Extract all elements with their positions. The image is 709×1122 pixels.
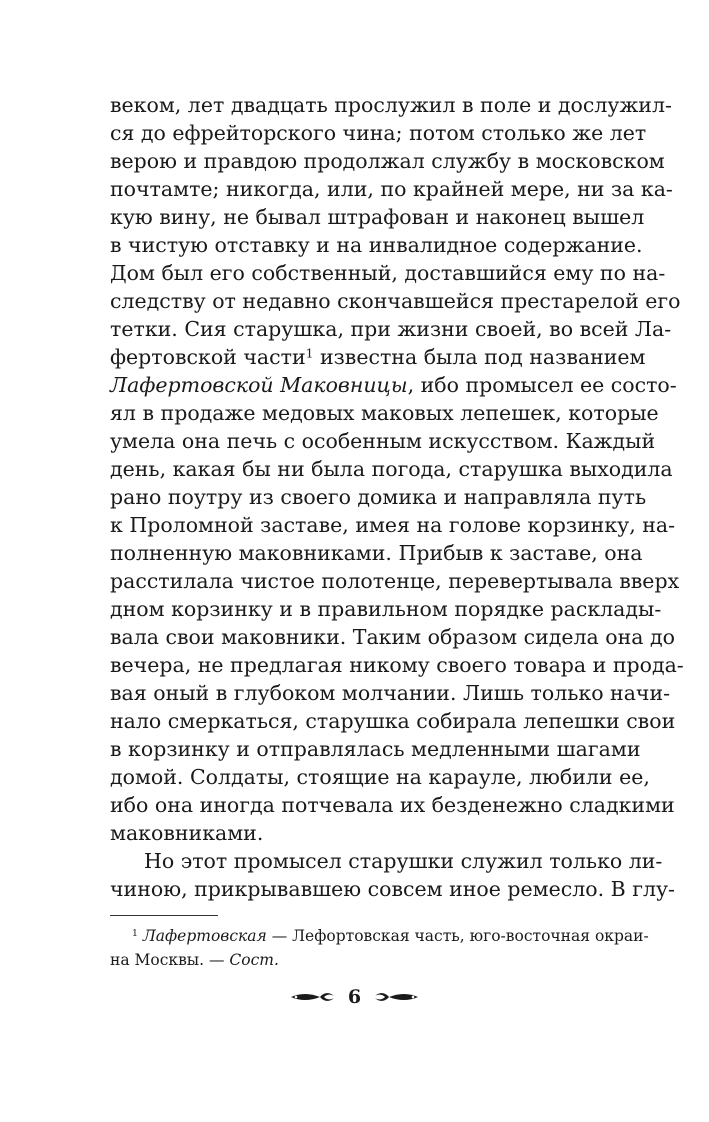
text-line (110, 176, 673, 202)
left-ornament-icon (290, 990, 336, 1004)
text-line (110, 316, 672, 342)
italic-text: Лафертовской Маковницы (110, 373, 408, 397)
text-run: кую вину, не бывал штрафован и наконец вышел (110, 205, 645, 229)
text-line (110, 792, 675, 818)
text-line (110, 400, 659, 426)
text-line (110, 204, 645, 230)
text-run: маковниками. (110, 821, 264, 845)
text-line (110, 876, 675, 902)
text-line (110, 624, 675, 650)
footnote-marker[interactable]: 1 (305, 346, 314, 361)
text-line (110, 428, 656, 454)
footnote-line (132, 924, 649, 948)
text-line (110, 120, 647, 146)
text-run: Дом был его собственный, доставшийся ему по на- (110, 261, 666, 285)
text-run: известна была под названием (313, 345, 646, 369)
text-run: ибо она иногда потчевала их безденежно сладкими (110, 793, 675, 817)
text-run: Но этот промысел старушки служил только ли- (144, 849, 663, 873)
text-run: в чистую отставку и на инвалидное содержание. (110, 233, 643, 257)
text-line (110, 540, 643, 566)
footnote-marker[interactable]: 1 (132, 927, 138, 939)
text-line (110, 820, 629, 846)
text-run: вая оный в глубоком молчании. Лишь только начи- (110, 681, 671, 705)
text-line (110, 568, 680, 594)
italic-text: Лафертовская (142, 927, 267, 945)
text-line (110, 680, 671, 706)
footnote-line (110, 948, 629, 972)
text-run: домой. Солдаты, стоящие на карауле, любили ее, (110, 765, 650, 789)
text-line (110, 596, 662, 622)
text-run: умела она печь с особенным искусством. Каждый (110, 429, 656, 453)
text-line (110, 764, 650, 790)
text-line (110, 232, 643, 258)
text-run: в корзинку и отправлялась медленными шагами (110, 737, 641, 761)
text-line (110, 736, 641, 762)
text-run: нало смеркаться, старушка собирала лепешки свои (110, 709, 676, 733)
text-line (144, 848, 663, 874)
text-line (110, 484, 647, 510)
text-run: к Проломной заставе, имея на голове корзинку, на- (110, 513, 676, 537)
text-run: дном корзинку и в правильном порядке расклады- (110, 597, 662, 621)
text-run: полненную маковниками. Прибыв к заставе, она (110, 541, 643, 565)
text-run: фертовской части (110, 345, 306, 369)
right-ornament-icon (373, 990, 419, 1004)
text-line (110, 92, 672, 118)
text-line (110, 708, 676, 734)
text-run: ся до ефрейторского чина; потом столько же лет (110, 121, 647, 145)
text-run: день, какая бы ни была погода, старушка выходила (110, 457, 673, 481)
text-run: вечера, не предлагая никому своего товара и прода- (110, 653, 684, 677)
folio (0, 985, 709, 1009)
text-line (110, 652, 684, 678)
text-line (110, 456, 673, 482)
text-run: на Москвы. — (110, 951, 230, 969)
text-line (110, 288, 681, 314)
text-line (110, 512, 676, 538)
text-run: расстилала чистое полотенце, перевертывала вверх (110, 569, 680, 593)
page-number: 6 (347, 986, 362, 1008)
text-run: вала свои маковники. Таким образом сидела она до (110, 625, 675, 649)
text-run: тетки. Сия старушка, при жизни своей, во всей Ла- (110, 317, 672, 341)
text-run: ял в продаже медовых маковых лепешек, которые (110, 401, 659, 425)
text-line (110, 260, 666, 286)
text-line (110, 344, 646, 370)
text-run: , ибо промысел ее состо- (407, 373, 677, 397)
text-run: следству от недавно скончавшейся престарелой его (110, 289, 681, 313)
text-run: чиною, прикрывавшею совсем иное ремесло. В глу- (110, 877, 675, 901)
text-run: верою и правдою продолжал службу в московском (110, 149, 665, 173)
text-run: почтамте; никогда, или, по крайней мере, ни за ка- (110, 177, 673, 201)
text-run: рано поутру из своего домика и направляла путь (110, 485, 647, 509)
text-run: — Лефортовская часть, юго-восточная окраи- (266, 927, 649, 945)
text-line (110, 372, 677, 398)
text-run: веком, лет двадцать прослужил в поле и дослужил- (110, 93, 672, 117)
italic-text: Сост. (229, 951, 279, 969)
footnote-rule (110, 915, 218, 916)
text-line (110, 148, 665, 174)
